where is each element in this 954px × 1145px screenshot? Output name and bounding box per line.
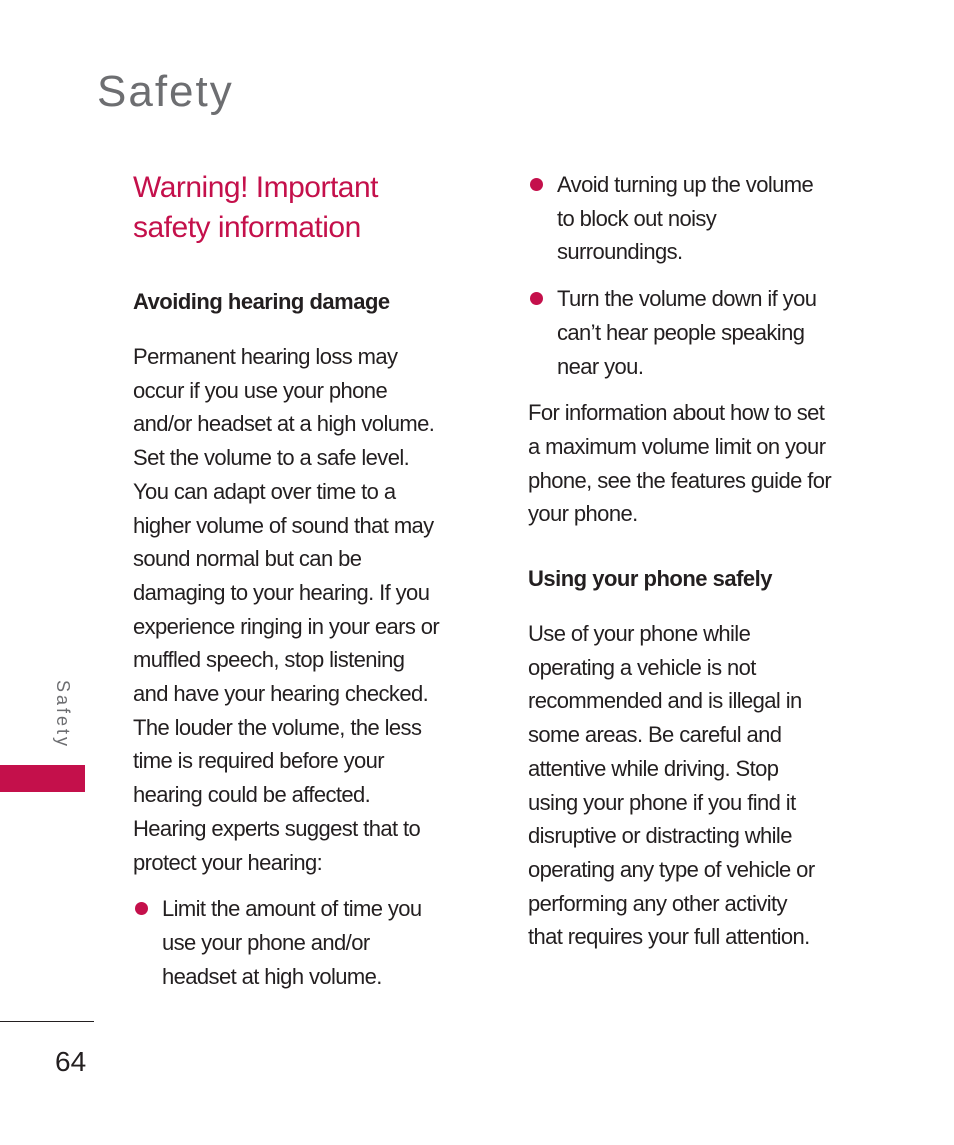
text-line: surroundings. xyxy=(557,239,683,265)
right-column xyxy=(528,168,884,954)
text-line: damaging to your hearing. If you xyxy=(133,579,430,605)
text-line: muffled speech, stop listening xyxy=(133,647,405,673)
text-line: performing any other activity xyxy=(528,890,787,916)
text-line: and have your hearing checked. xyxy=(133,681,429,707)
text-line: and/or headset at a high volume. xyxy=(133,411,435,437)
text-line: to block out noisy xyxy=(557,205,717,231)
text-line: some areas. Be careful and xyxy=(528,722,782,748)
text-line: operating any type of vehicle or xyxy=(528,856,815,882)
hearing-paragraph xyxy=(133,340,485,879)
text-line: time is required before your xyxy=(133,748,384,774)
text-line: Turn the volume down if you xyxy=(557,286,817,312)
text-line: experience ringing in your ears or xyxy=(133,613,440,639)
text-line: Hearing experts suggest that to xyxy=(133,815,421,841)
text-line: headset at high volume. xyxy=(162,963,382,989)
text-line: Set the volume to a safe level. xyxy=(133,445,410,471)
page-number: 64 xyxy=(55,1046,87,1077)
bullet-dot-icon xyxy=(530,292,543,305)
list-item xyxy=(133,892,485,993)
subheading-using-phone-safely: Using your phone safely xyxy=(528,566,772,592)
driving-paragraph xyxy=(528,617,884,954)
side-tab-label: Safety xyxy=(53,680,73,750)
text-line: use your phone and/or xyxy=(162,929,370,955)
text-line: sound normal but can be xyxy=(133,546,362,572)
text-line: Limit the amount of time you xyxy=(162,896,422,922)
text-line: that requires your full attention. xyxy=(528,924,810,950)
text-line: For information about how to set xyxy=(528,400,825,426)
text-line: phone, see the features guide for xyxy=(528,467,832,493)
list-item xyxy=(528,282,884,383)
footer-divider xyxy=(0,1021,94,1022)
bullet-dot-icon xyxy=(135,902,148,915)
bullet-dot-icon xyxy=(530,178,543,191)
volume-limit-paragraph xyxy=(528,396,884,531)
text-line: recommended and is illegal in xyxy=(528,688,802,714)
text-line: using your phone if you find it xyxy=(528,789,796,815)
list-item xyxy=(528,168,884,269)
text-line: occur if you use your phone xyxy=(133,377,388,403)
text-line: disruptive or distracting while xyxy=(528,823,792,849)
text-line: Use of your phone while xyxy=(528,621,751,647)
side-tab-marker xyxy=(0,765,85,792)
text-line: operating a vehicle is not xyxy=(528,654,756,680)
left-column xyxy=(133,168,485,993)
text-line: a maximum volume limit on your xyxy=(528,433,826,459)
section-heading-line: safety information xyxy=(133,211,361,244)
text-line: near you. xyxy=(557,353,644,379)
text-line: The louder the volume, the less xyxy=(133,714,422,740)
text-line: protect your hearing: xyxy=(133,849,323,875)
section-heading-line: Warning! Important xyxy=(133,171,378,204)
subheading-hearing-damage: Avoiding hearing damage xyxy=(133,289,390,314)
text-line: You can adapt over time to a xyxy=(133,478,396,504)
bullet-list xyxy=(528,168,884,383)
page-title: Safety xyxy=(97,67,234,116)
section-heading xyxy=(133,168,485,248)
text-line: can’t hear people speaking xyxy=(557,319,805,345)
text-line: your phone. xyxy=(528,501,638,527)
text-line: higher volume of sound that may xyxy=(133,512,434,538)
text-line: Permanent hearing loss may xyxy=(133,344,398,369)
bullet-list xyxy=(133,892,485,993)
text-line: Avoid turning up the volume xyxy=(557,172,814,197)
text-line: hearing could be affected. xyxy=(133,782,371,808)
text-line: attentive while driving. Stop xyxy=(528,755,779,781)
